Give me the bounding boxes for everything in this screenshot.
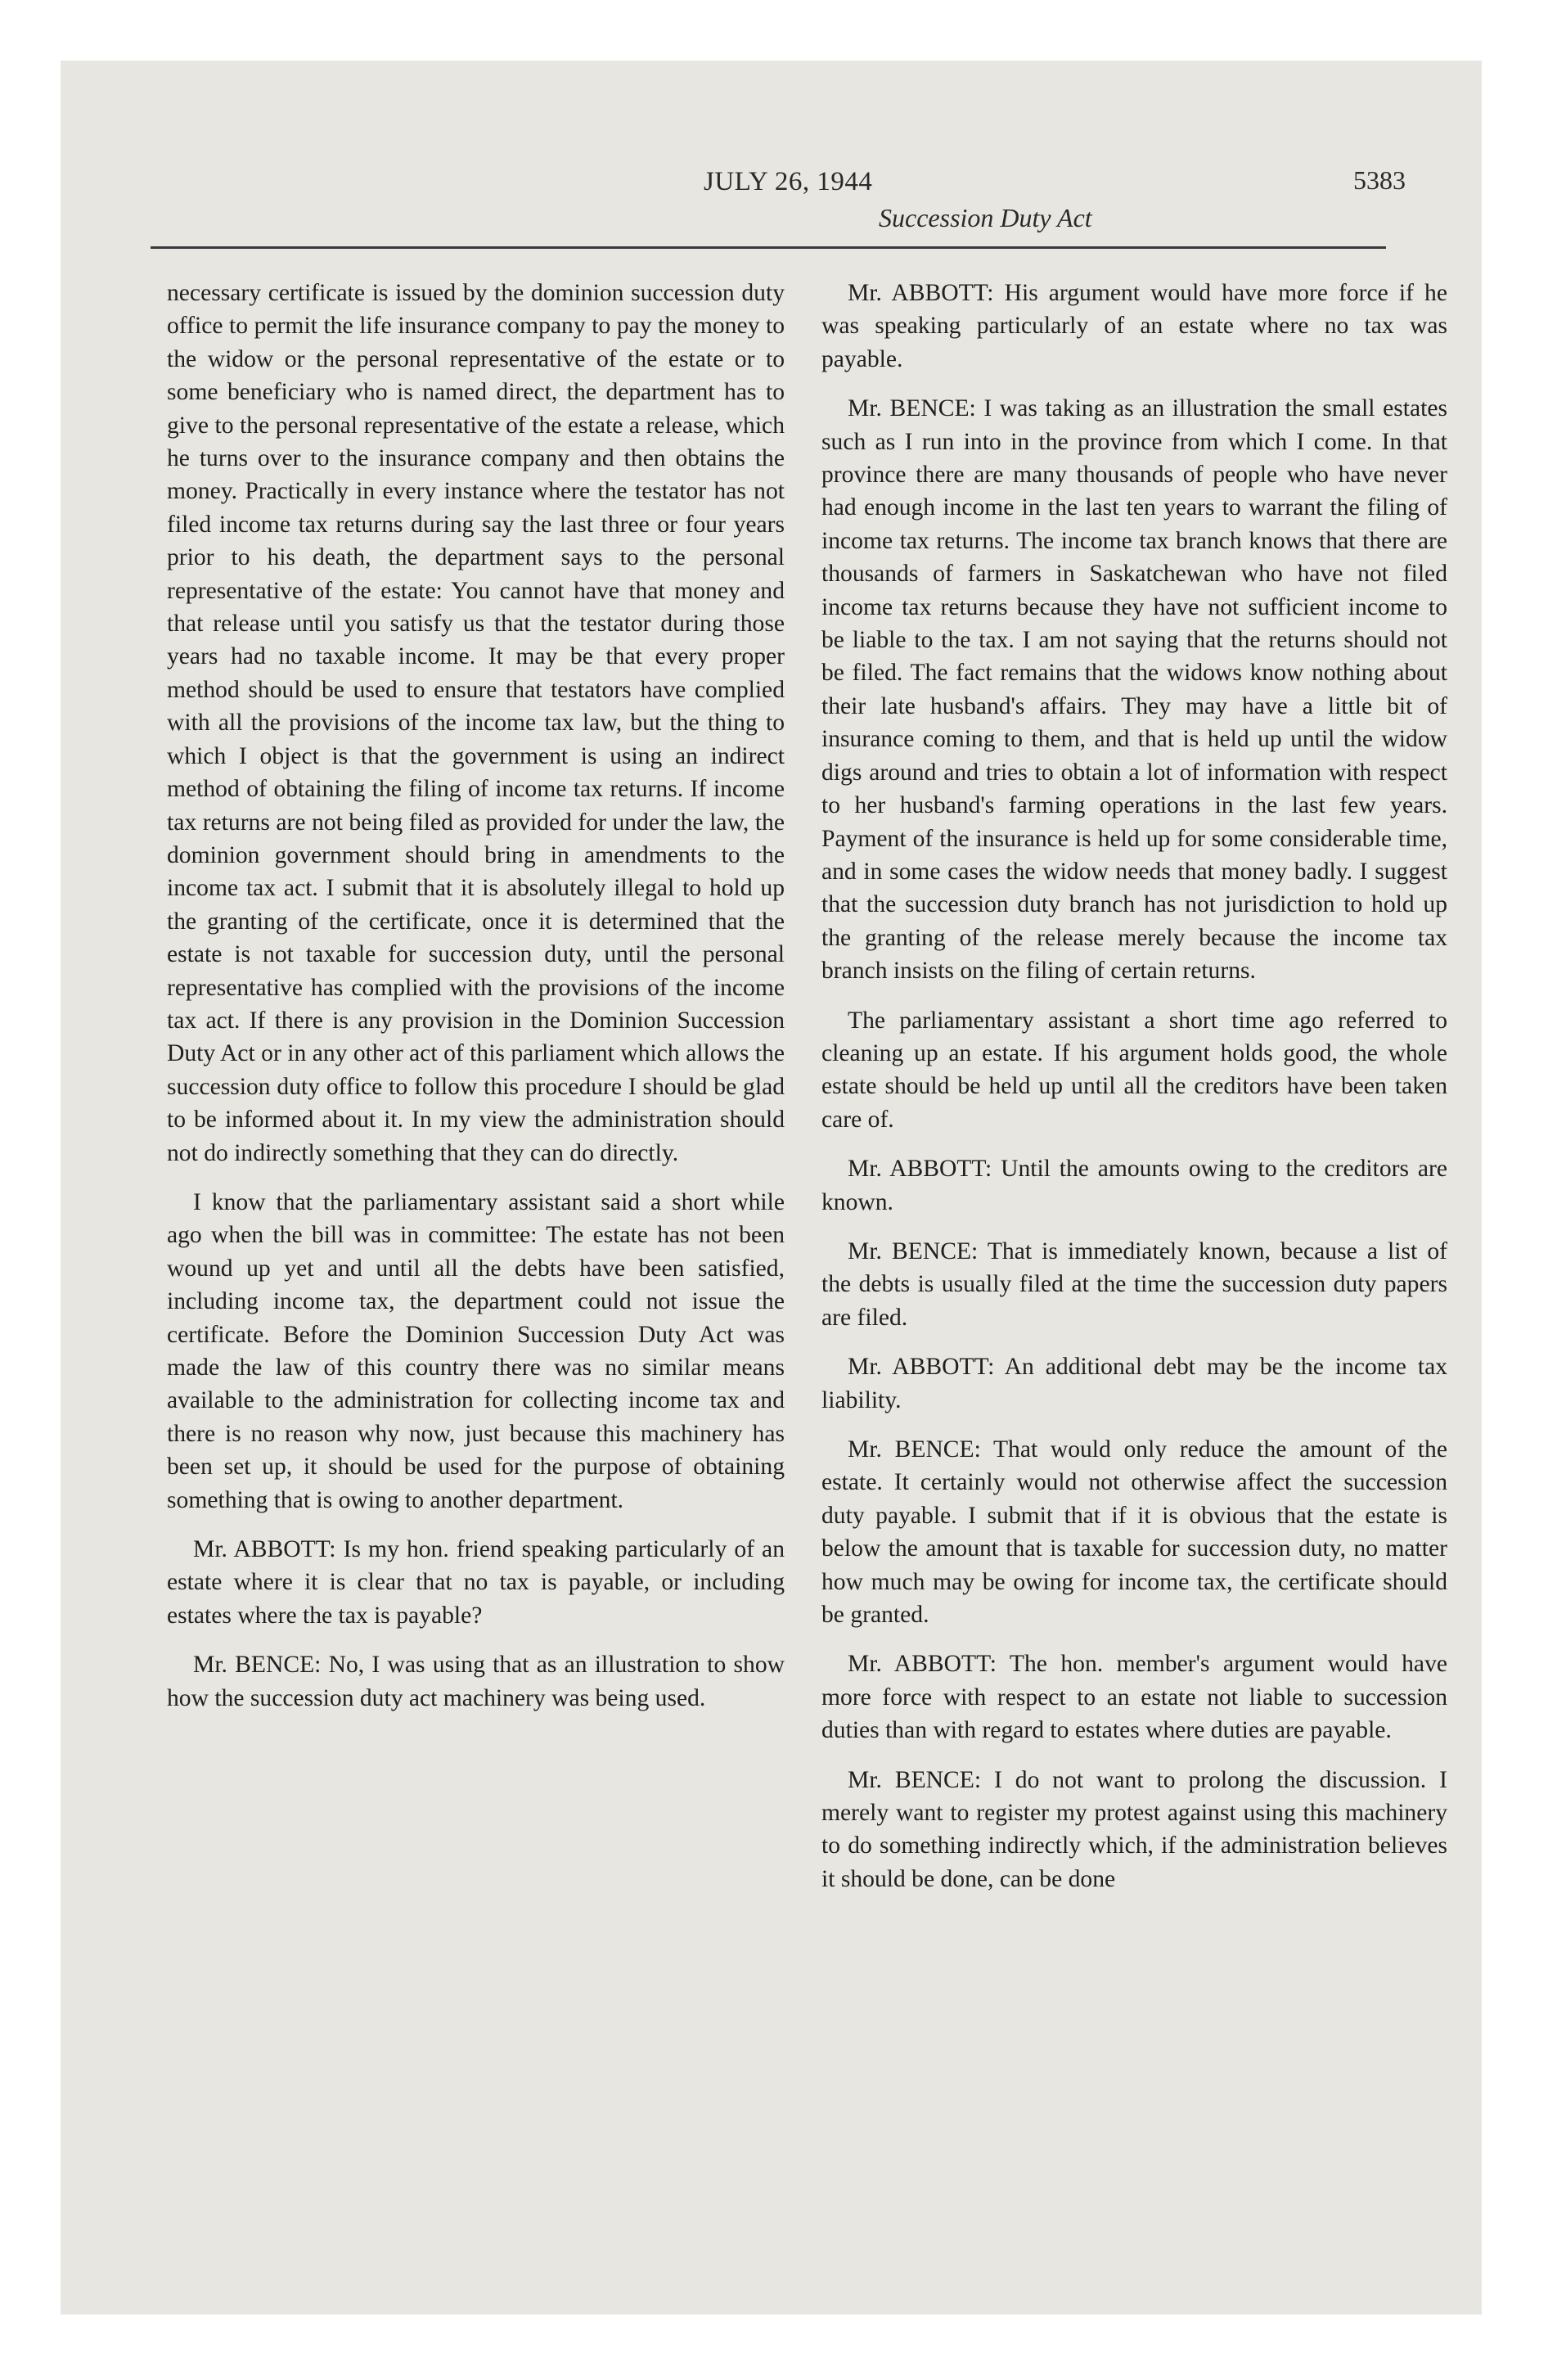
paragraph: Mr. ABBOTT: Until the amounts owing to the creditors are known. bbox=[821, 1156, 1447, 1215]
document-page bbox=[61, 61, 1482, 2315]
page-header bbox=[61, 61, 1482, 265]
paragraph: Mr. BENCE: That is immediately known, because a list of the debts is usually filed at the time the succession duty papers are filed. bbox=[821, 1237, 1447, 1331]
header-page-number: 5383 bbox=[1353, 165, 1406, 195]
paragraph: necessary certificate is issued by the dominion succession duty office to permit the life insurance company to pay the money to the widow or the personal representative of the estate or to some beneficiary who is named direct, the department has to give to the personal representative of the estate a release, which he turns over to the insurance company and then obtains the money. Practically in every instance where the testator has not filed income tax returns during say the last three or four years prior to his death, the department says to the personal representative of the estate: You cannot have that money and that release until you satisfy us that the testator during those years had no taxable income. It may be that every proper method should be used to ensure that testators have complied with all the provisions of the income tax law, but the thing to which I object is that the government is using an indirect method of obtaining the filing of income tax returns. If income tax returns are not being filed as provided for under the law, the dominion government should bring in amendments to the income tax act. I submit that it is absolutely illegal to hold up the granting of the certificate, once it is determined that the estate is not taxable for succession duty, until the personal representative has complied with the provisions of the income tax act. If there is any provision in the Dominion Succession Duty Act or in any other act of this parliament which allows the succession duty office to follow this procedure I should be glad to be informed about it. In my view the administration should not do indirectly something that they can do directly. bbox=[167, 280, 785, 1166]
paragraph: Mr. ABBOTT: The hon. member's argument would have more force with respect to an estate not liable to succession duties than with regard to estates where duties are payable. bbox=[821, 1651, 1447, 1744]
paragraph: I know that the parliamentary assistant said a short while ago when the bill was in committee: The estate has not been wound up yet and until all the debts have been satisfied, including income tax, the department could not issue the certificate. Before the Dominion Succession Duty Act was made the law of this country there was no similar means available to the administration for collecting income tax and there is no reason why now, just because this machinery has been set up, it should be used for the purpose of obtaining something that is owing to another department. bbox=[167, 1188, 785, 1513]
paragraph: Mr. BENCE: I was taking as an illustration the small estates such as I run into in the province from which I come. In that province there are many thousands of people who have never had enough income in the last ten years to warrant the filing of income tax returns. The income tax branch knows that there are thousands of farmers in Saskatchewan who have not filed income tax returns because they have not sufficient income to be liable to the tax. I am not saying that the returns should not be filed. The fact remains that the widows know nothing about their late husband's affairs. They may have a little bit of insurance coming to them, and that is held up until the widow digs around and tries to obtain a lot of information with respect to her husband's farming operations in the last few years. Payment of the insurance is held up for some considerable time, and in some cases the widow needs that money badly. I suggest that the succession duty branch has not jurisdiction to hold up the granting of the release merely because the income tax branch insists on the filing of certain returns. bbox=[821, 395, 1447, 985]
header-rule bbox=[151, 246, 1386, 249]
paragraph: Mr. BENCE: No, I was using that as an illustration to show how the succession duty act machinery was being used. bbox=[167, 1652, 785, 1711]
paragraph: Mr. ABBOTT: An additional debt may be the income tax liability. bbox=[821, 1354, 1447, 1413]
paragraph: Mr. BENCE: That would only reduce the amount of the estate. It certainly would not otherwise affect the succession duty payable. I submit that if it is obvious that the estate is below the amount that is taxable for succession duty, no matter how much may be owing for income tax, the certificate should be granted. bbox=[821, 1436, 1447, 1629]
paragraph: Mr. ABBOTT: His argument would have more force if he was speaking particularly of an estate where no tax was payable. bbox=[821, 280, 1447, 372]
header-date: JULY 26, 1944 bbox=[704, 167, 873, 196]
right-column bbox=[821, 277, 1447, 1895]
paragraph: Mr. BENCE: I do not want to prolong the discussion. I merely want to register my protest against using this machinery to do something indirectly which, if the administration believes it should be done, can be done bbox=[821, 1766, 1447, 1892]
paragraph: Mr. ABBOTT: Is my hon. friend speaking particularly of an estate where it is clear that no tax is payable, or including estates where the tax is payable? bbox=[167, 1536, 785, 1629]
paragraph: The parliamentary assistant a short time ago referred to cleaning up an estate. If his argument holds good, the whole estate should be held up until all the creditors have been taken care of. bbox=[821, 1007, 1447, 1133]
left-column bbox=[167, 277, 785, 1715]
header-section-title: Succession Duty Act bbox=[879, 203, 1092, 232]
